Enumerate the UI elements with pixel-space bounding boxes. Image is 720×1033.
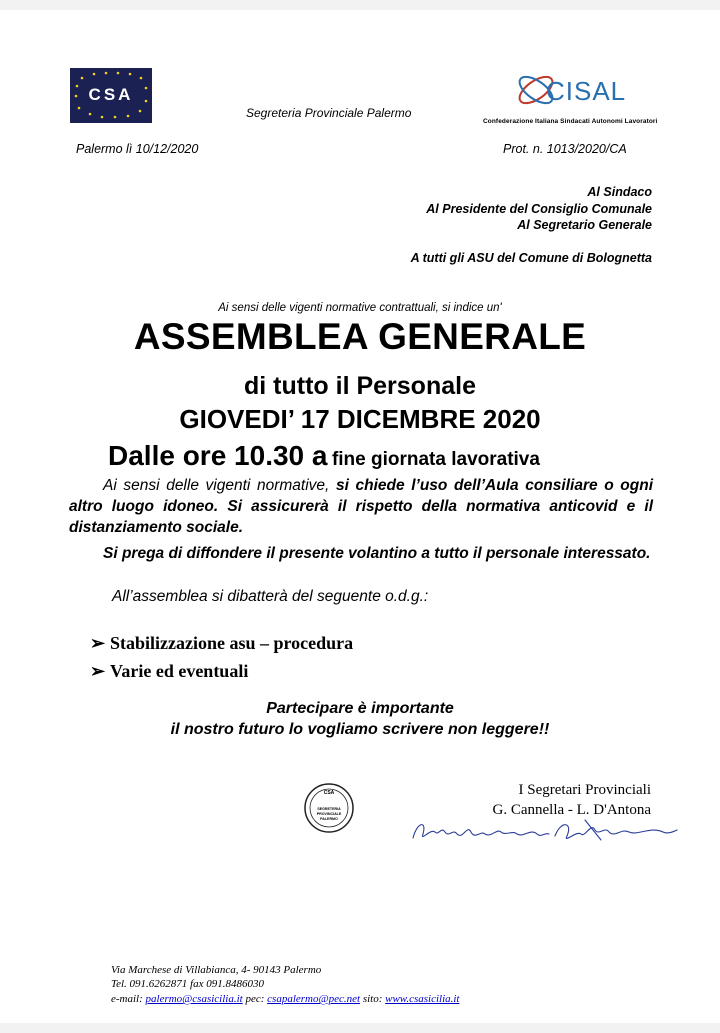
meeting-date: GIOVEDI’ 17 DICEMBRE 2020 [179,404,541,434]
cisal-logo-text: CISAL [546,76,627,106]
footer-phones: Tel. 091.6262871 fax 091.8486030 [111,978,264,990]
cisal-logo [512,66,642,114]
arrow-bullet-icon: ➢ [90,661,106,681]
stamp-top-text: CSA [323,790,335,796]
pec-link[interactable]: csapalermo@pec.net [267,993,361,1005]
cisal-caption: Confederazione Italiana Sindacati Autonomi Lavoratori [483,118,658,125]
segreteria-label: Segreteria Provinciale Palermo [246,106,412,120]
p1-normal: Ai sensi delle vigenti normative, [103,477,330,494]
recipient-sindaco: Al Sindaco [587,185,652,199]
body-paragraph-2 [69,543,653,564]
motto-line-2: il nostro futuro lo vogliamo scrivere non leggere!! [170,721,550,738]
stamp-line-1: SEGRETERIA [317,807,341,811]
announcement-title: ASSEMBLEA GENERALE [133,316,587,357]
recipient-asu: A tutti gli ASU del Comune di Bolognetta [410,251,652,265]
announcement-subtitle: di tutto il Personale [244,372,476,400]
hours-start: Dalle ore 10.30 a [108,440,328,471]
motto-line-1: Partecipare è importante [266,700,454,717]
site-link[interactable]: www.csasicilia.it [385,993,460,1005]
site-label: sito: [362,993,383,1005]
recipient-presidente: Al Presidente del Consiglio Comunale [426,202,652,216]
stamp-line-3: PALERMO [320,817,338,821]
agenda-item-text: Stabilizzazione asu – procedura [110,633,354,653]
union-stamp [303,782,355,834]
arrow-bullet-icon: ➢ [90,633,106,653]
csa-logo-text: CSA [88,85,134,104]
agenda-item [90,633,353,654]
announcement-intro: Ai sensi delle vigenti normative contrattuali, si indice un' [218,302,502,314]
hours-end: fine giornata lavorativa [331,449,540,470]
signatories-names: G. Cannella - L. D'Antona [492,802,651,818]
footer-contacts [111,993,459,1005]
meeting-hours [108,440,540,472]
csa-logo [70,68,152,123]
agenda-item [90,661,248,682]
agenda-item-text: Varie ed eventuali [110,661,249,681]
p1-bold: si chiede l’uso dell’Aula consiliare o ogni altro luogo idoneo. Si assicurerà il rispetto della normativa anticovid e il distanziamento sociale. [69,477,653,536]
protocol-number: Prot. n. 1013/2020/CA [503,142,627,156]
handwritten-signature [405,810,680,850]
stamp-line-2: PROVINCIALE [316,812,342,816]
p2-text: Si prega di diffondere il presente volantino a tutto il personale interessato. [103,545,651,562]
document-page [0,10,720,1023]
email-link[interactable]: palermo@csasicilia.it [145,993,243,1005]
document-date: Palermo lì 10/12/2020 [76,142,199,156]
footer-address: Via Marchese di Villabianca, 4- 90143 Palermo [111,964,322,976]
signatories-title: I Segretari Provinciali [518,782,651,798]
body-paragraph-1 [69,475,653,538]
recipient-segretario: Al Segretario Generale [517,218,652,232]
pec-label: pec: [245,993,265,1005]
odg-intro: All’assemblea si dibatterà del seguente o.d.g.: [112,588,429,605]
email-label: e-mail: [111,993,143,1005]
